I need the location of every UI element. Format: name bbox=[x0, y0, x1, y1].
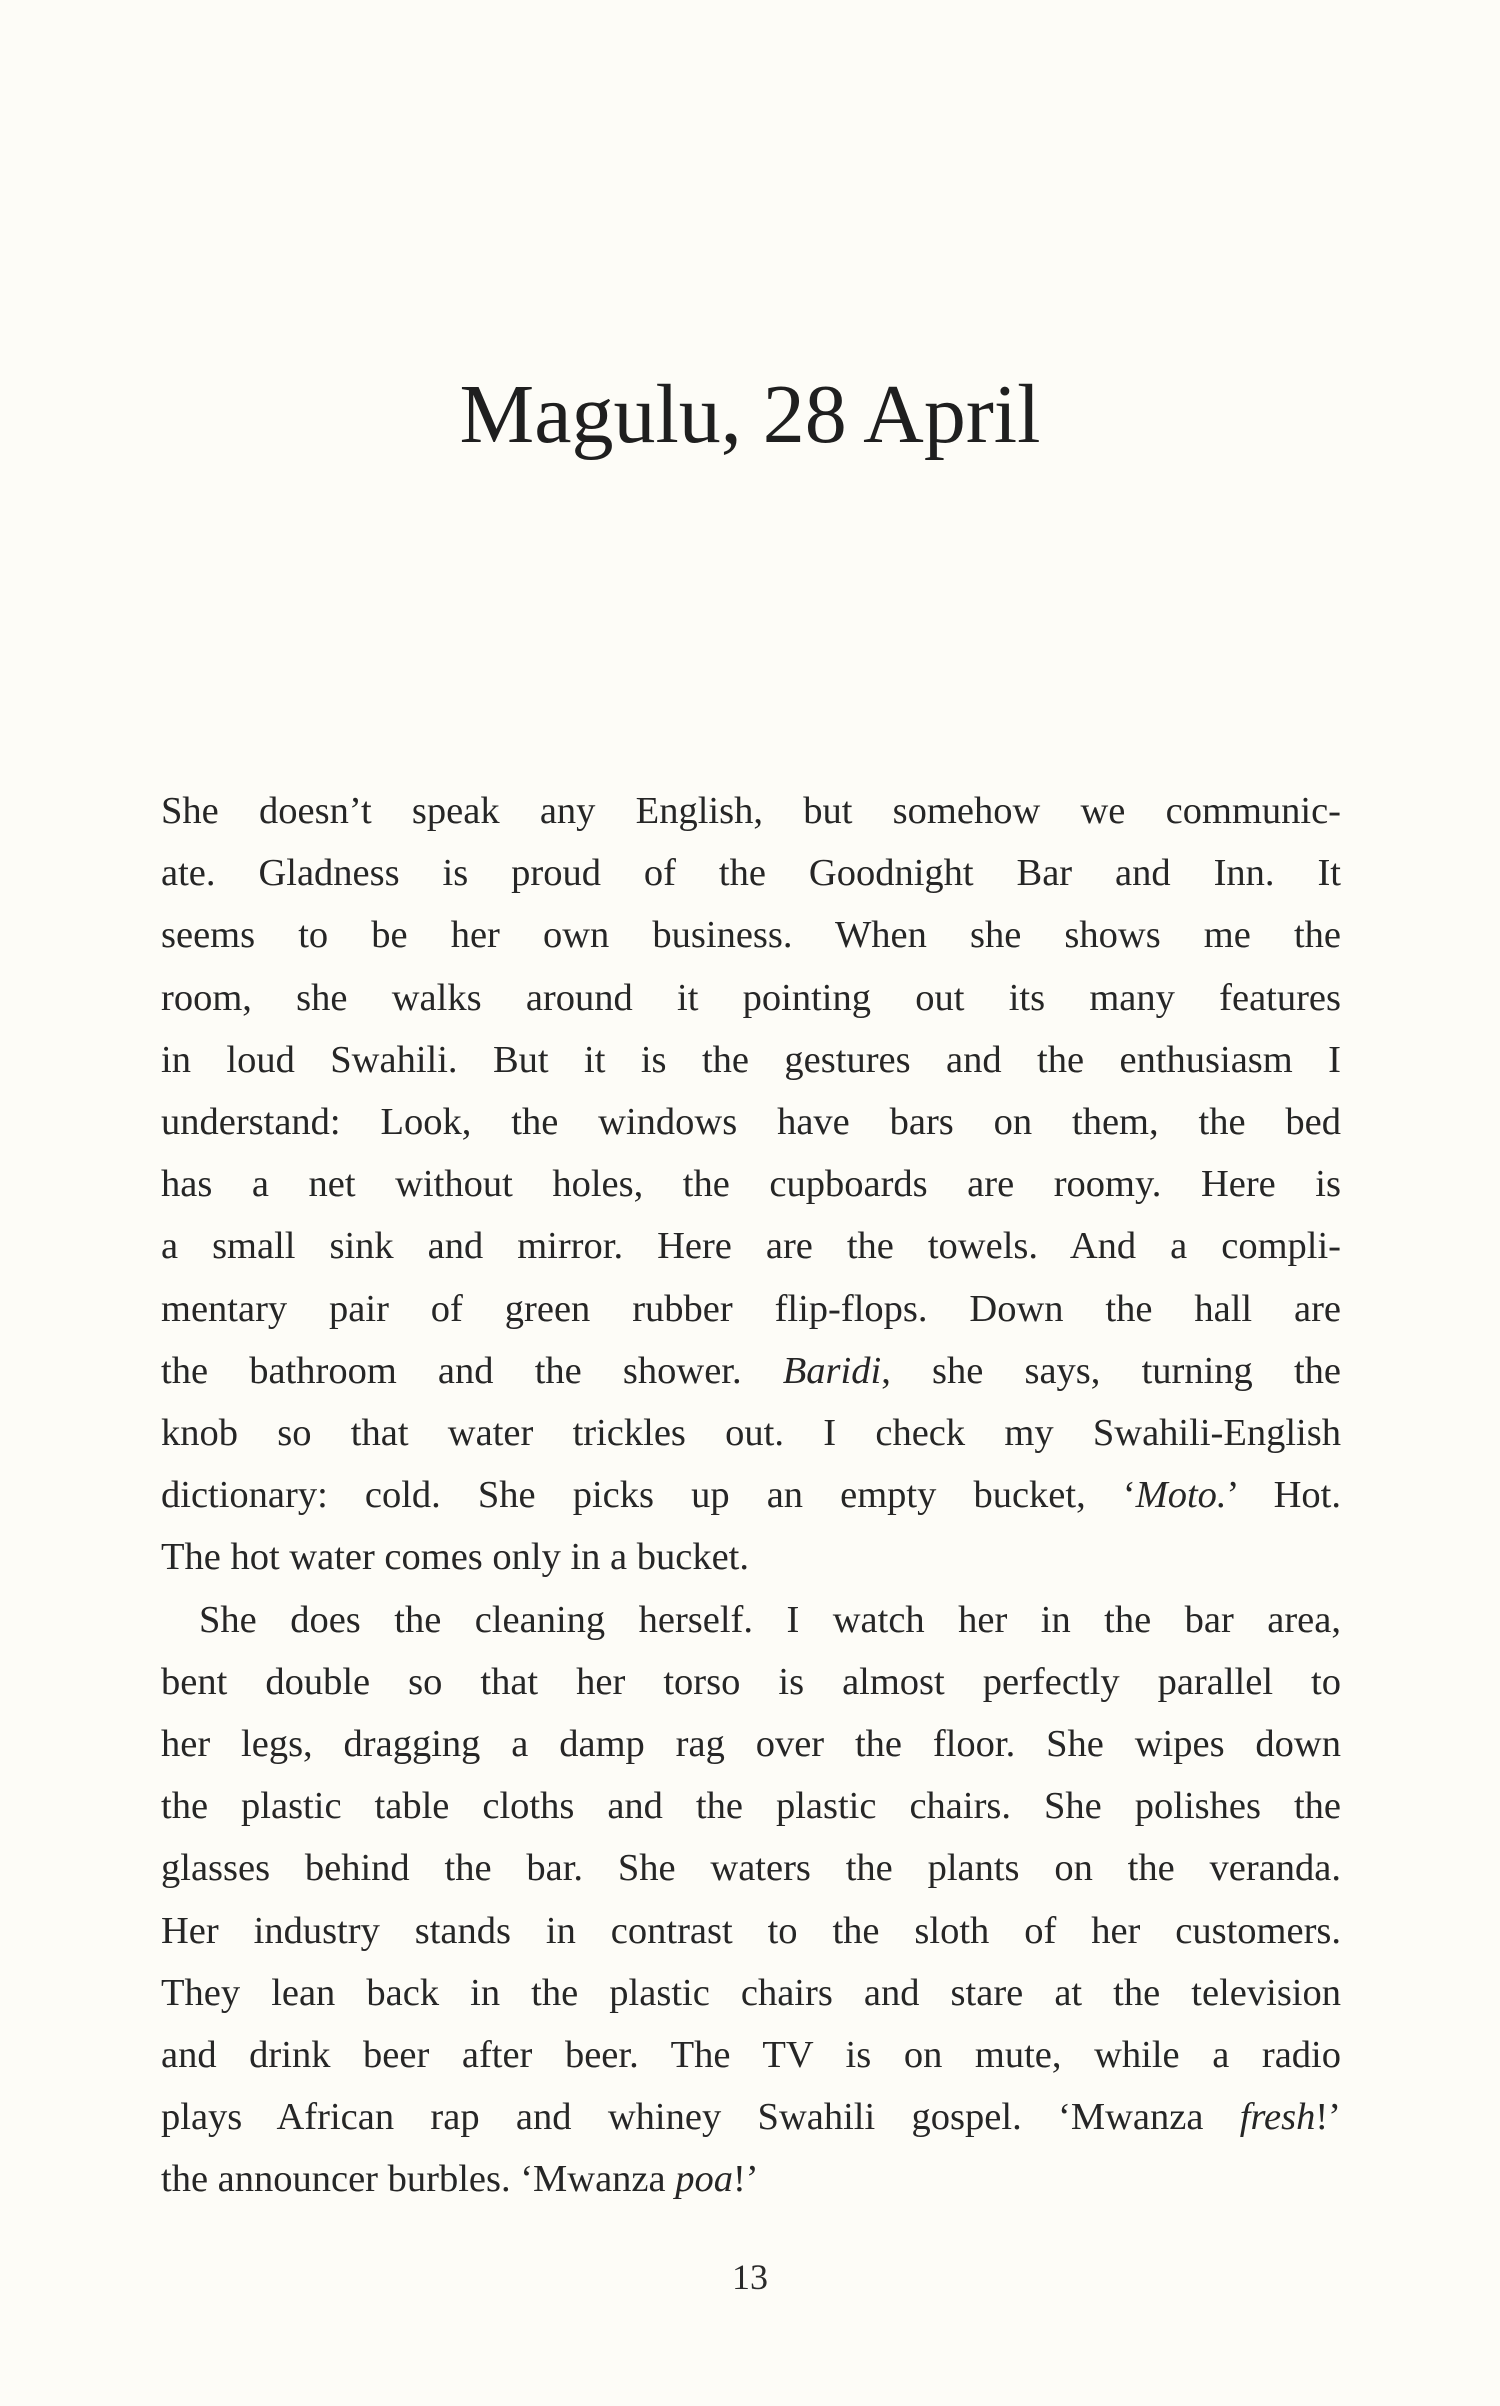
text-run: !’ bbox=[732, 2158, 759, 2201]
text-line: They lean back in the plastic chairs and stare at the television bbox=[161, 1971, 1341, 2014]
text-line: glasses behind the bar. She waters the plants on the veranda. bbox=[161, 1847, 1341, 1890]
text-run: plays African rap and whiney Swahili gospel. ‘Mwanza bbox=[161, 2096, 1240, 2139]
text-line: understand: Look, the windows have bars on them, the bed bbox=[161, 1101, 1341, 1144]
body-text bbox=[161, 780, 1341, 2211]
text-line: knob so that water trickles out. I check my Swahili-English bbox=[161, 1412, 1341, 1455]
text-line: and drink beer after beer. The TV is on mute, while a radio bbox=[161, 2034, 1341, 2077]
text-line: ate. Gladness is proud of the Goodnight Bar and Inn. It bbox=[161, 852, 1341, 895]
text-line: mentary pair of green rubber flip-flops. Down the hall are bbox=[161, 1287, 1341, 1330]
text-line bbox=[161, 1340, 1341, 1402]
chapter-title: Magulu, 28 April bbox=[459, 368, 1041, 461]
italic-word: Baridi bbox=[782, 1349, 882, 1392]
italic-word: fresh bbox=[1239, 2096, 1316, 2139]
text-line bbox=[161, 1464, 1341, 1526]
text-line: Her industry stands in contrast to the sloth of her customers. bbox=[161, 1909, 1341, 1952]
text-line: The hot water comes only in a bucket. bbox=[161, 1536, 750, 1579]
text-run: dictionary: cold. She picks up an empty bucket, ‘ bbox=[161, 1474, 1136, 1517]
italic-word: Moto. bbox=[1135, 1474, 1227, 1517]
italic-word: poa bbox=[675, 2158, 733, 2201]
text-line: room, she walks around it pointing out its many features bbox=[161, 976, 1341, 1019]
text-run: the announcer burbles. ‘Mwanza bbox=[161, 2158, 676, 2201]
text-run: , she says, turning the bbox=[881, 1349, 1342, 1392]
text-run: ’ Hot. bbox=[1226, 1474, 1341, 1517]
text-run: !’ bbox=[1315, 2096, 1341, 2139]
text-line: a small sink and mirror. Here are the towels. And a compli- bbox=[161, 1225, 1341, 1268]
paragraph-1 bbox=[161, 780, 1341, 1589]
text-line: She doesn’t speak any English, but somehow we communic- bbox=[161, 790, 1341, 832]
text-line: has a net without holes, the cupboards are roomy. Here is bbox=[161, 1163, 1341, 1206]
text-line bbox=[161, 2086, 1341, 2148]
text-line: the plastic table cloths and the plastic chairs. She polishes the bbox=[161, 1785, 1341, 1828]
page-number: 13 bbox=[732, 2257, 768, 2297]
text-line: seems to be her own business. When she shows me the bbox=[161, 914, 1341, 957]
text-line: bent double so that her torso is almost perfectly parallel to bbox=[161, 1660, 1341, 1703]
paragraph-2 bbox=[161, 1589, 1341, 2211]
text-line: her legs, dragging a damp rag over the floor. She wipes down bbox=[161, 1723, 1341, 1766]
text-line: in loud Swahili. But it is the gestures and the enthusiasm I bbox=[161, 1038, 1341, 1081]
text-line: She does the cleaning herself. I watch her in the bar area, bbox=[199, 1598, 1341, 1641]
text-line bbox=[161, 2148, 1341, 2210]
text-run: the bathroom and the shower. bbox=[161, 1349, 783, 1392]
